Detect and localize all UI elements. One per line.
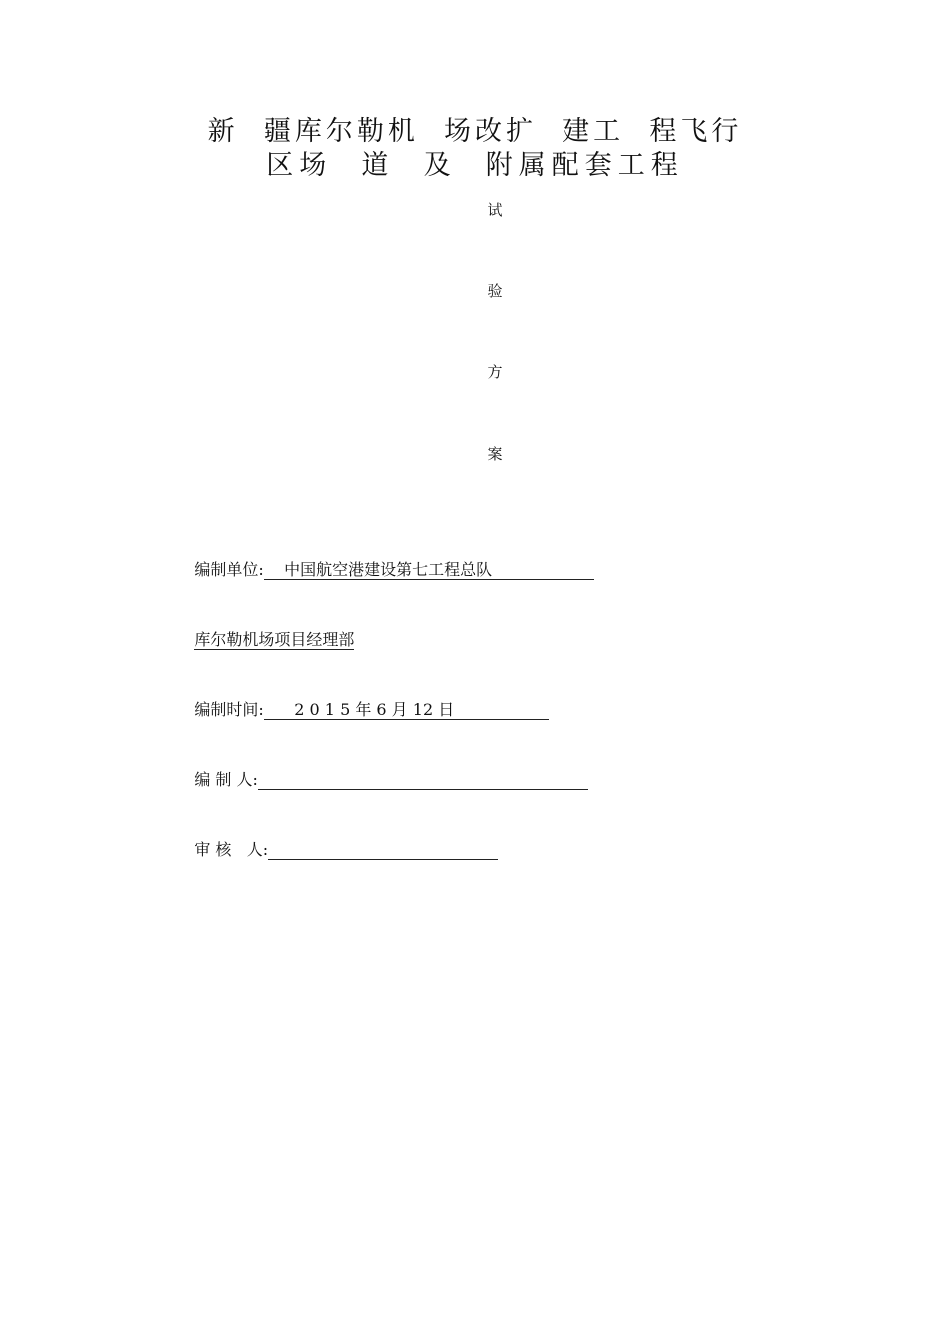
title-line-2: 区场 道 及 附属配套工程 [266, 150, 684, 181]
time-value: 2 0 1 5 年 6 月 12 日 [264, 699, 549, 720]
reviewer-field [174, 817, 498, 883]
doc-type-char-3: 方 [487, 363, 503, 381]
reviewer-value [268, 839, 498, 860]
title-line-1: 新 疆库尔勒机 场改扩 建工 程飞行 [207, 116, 743, 147]
unit-label: 编制单位: [194, 560, 264, 579]
dept-value: 库尔勒机场项目经理部 [194, 630, 355, 649]
time-field [174, 677, 549, 743]
doc-type-char-4: 案 [487, 445, 503, 463]
editor-value [258, 769, 588, 790]
doc-type-char-1: 试 [487, 201, 503, 219]
unit-value: 中国航空港建设第七工程总队 [264, 559, 594, 580]
editor-label: 编 制 人: [194, 770, 258, 789]
editor-field [174, 747, 588, 813]
time-label: 编制时间: [194, 700, 264, 719]
reviewer-label: 审 核 人: [194, 840, 269, 859]
unit-field [174, 537, 594, 603]
doc-type-char-2: 验 [487, 282, 503, 300]
dept-field [174, 607, 354, 673]
